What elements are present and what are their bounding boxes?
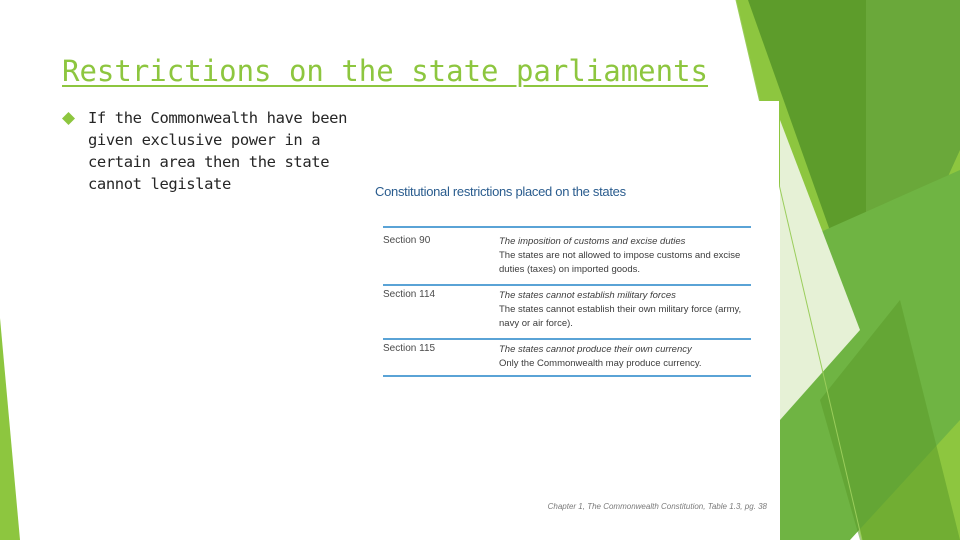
- row-section: Section 115: [383, 343, 436, 354]
- table-rule: [383, 338, 751, 340]
- table-rule-top: [383, 226, 751, 228]
- row-heading: The states cannot establish military forces: [499, 290, 676, 301]
- row-body: Only the Commonwealth may produce currency.: [499, 358, 702, 369]
- diamond-bullet-icon: [62, 112, 75, 125]
- row-description: [499, 343, 751, 371]
- row-description: [499, 235, 751, 277]
- row-body: The states cannot establish their own military force (army, navy or air force).: [499, 304, 742, 329]
- table-rule-bottom: [383, 375, 751, 377]
- left-accent-shape: [0, 318, 20, 540]
- table-title: Constitutional restrictions placed on the states: [375, 184, 626, 199]
- row-heading: The states cannot produce their own currency: [499, 344, 692, 355]
- slide-title: Restrictions on the state parliaments: [62, 54, 709, 88]
- table-caption: Chapter 1, The Commonwealth Constitution, Table 1.3, pg. 38: [547, 502, 767, 511]
- row-heading: The imposition of customs and excise duties: [499, 236, 686, 247]
- row-section: Section 90: [383, 235, 431, 246]
- bullet-item: [62, 107, 352, 195]
- row-description: [499, 289, 751, 331]
- table-rule: [383, 284, 751, 286]
- embedded-table-image: [358, 101, 779, 523]
- row-body: The states are not allowed to impose customs and excise duties (taxes) on imported goods.: [499, 250, 741, 275]
- bullet-text: If the Commonwealth have been given exclusive power in a certain area then the state cannot legislate: [88, 109, 348, 193]
- row-section: Section 114: [383, 289, 436, 300]
